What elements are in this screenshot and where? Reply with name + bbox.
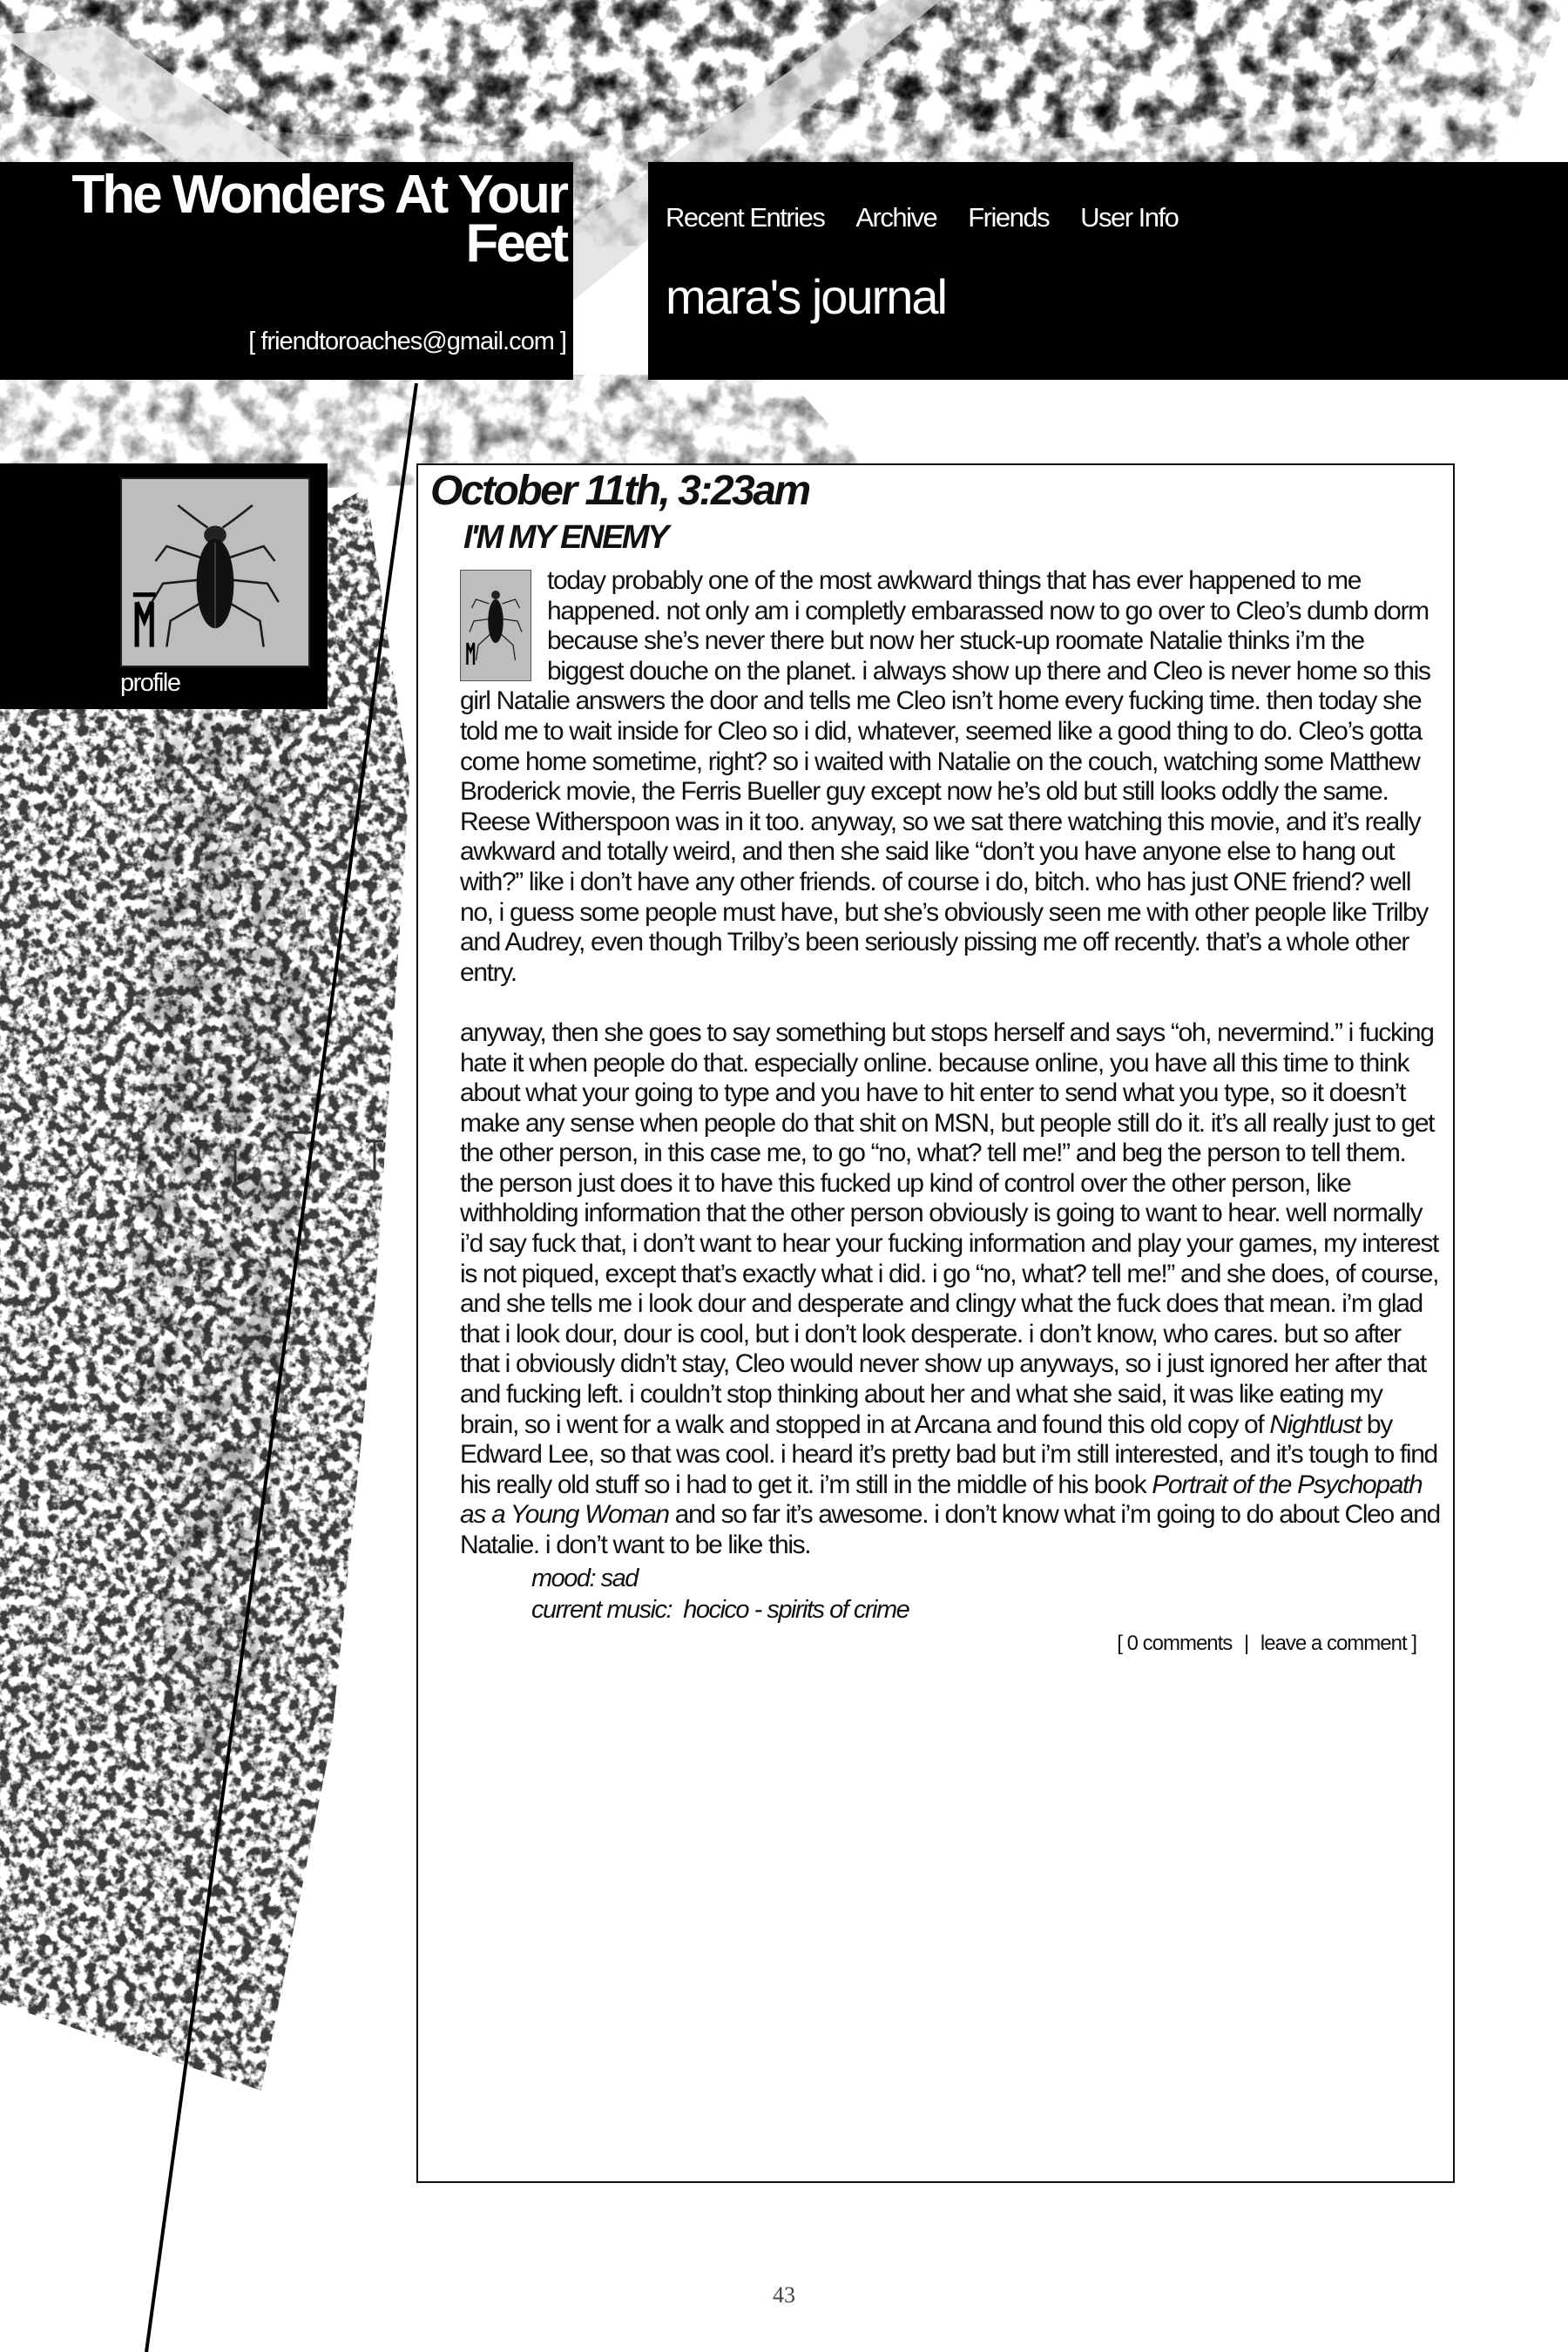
site-email: [ friendtoroaches@gmail.com ] [248, 328, 566, 355]
entry-paragraph-2-text-c: and so far it’s awesome. i don’t know what i’m going to do about Cleo and Natalie. i don’t want to be like this. [460, 1500, 1440, 1559]
journal-nav [666, 202, 1178, 233]
entry-subject: I'M MY ENEMY [463, 519, 667, 556]
entry-music: current music: hocico - spirits of crime [531, 1595, 909, 1624]
nav-friends[interactable]: Friends [968, 202, 1050, 233]
entry-paragraph-1-text: today probably one of the most awkward things that has ever happened to me happened. not only am i completly embarassed now to go over to Cleo’s dumb dorm because she’s never there but now her stuck-up roomate Natalie thinks i’m the biggest douche on the planet. i always show up there and Cleo is never home so this girl Natalie answers the door and tells me Cleo isn’t home every fucking time. then today she told me to wait inside for Cleo so i did, whatever, seemed like a good thing to do. Cleo’s gotta come home sometime, right? so i waited with Natalie on the couch, watching some Matthew Broderick movie, the Ferris Bueller guy except now he’s old but still looks oddly the same. Reese Witherspoon was in it too. anyway, so we sat there watching this movie, and it’s really awkward and totally weird, and then she said like “don’t you have anyone else to hang out with?” like i don’t have any other friends. of course i do, bitch. who has just ONE friend? well no, i guess some people must have, but she’s obviously seen me with other people like Trilby and Audrey, even though Trilby’s been seriously pissing me off recently. that’s a whole other entry. [460, 566, 1430, 987]
site-title: The Wonders At Your Feet [71, 165, 566, 274]
nav-user-info[interactable]: User Info [1080, 202, 1179, 233]
entry-paragraph-2-text-a: anyway, then she goes to say something but stops herself and says “oh, nevermind.” i fucking hate it when people do that. especially online. because online, you have all this time to think about what your going to type and you have to hit enter to send what you type, so it doesn’t make any sense when people do that shit on MSN, but people still do it. it’s all really just to get the other person, in this case me, to go “no, what? tell me!” and beg the person to tell them. the person just does it to have this fucked up kind of control over the other person, like withholding information that the other person obviously is going to want to hear. well normally i’d say fuck that, i don’t want to hear your fucking information and play your games, my interest is not piqued, except that’s exactly what i did. i go “no, what? tell me!” and she does, of course, and she tells me i look dour and desperate and clingy what the fuck does that mean. i’m glad that i look dour, dour is cool, but i don’t look desperate. i don’t know, who cares. but so after that i obviously didn’t stay, Cleo would never show up anyways, so i just ignored her after that and fucking left. i couldn’t stop thinking about her and what she said, it was like eating my brain, so i went for a walk and stopped in at Arcana and found this old copy of [460, 1017, 1439, 1439]
journal-entry [416, 463, 1455, 2183]
leave-comment-link[interactable]: leave a comment [1260, 1631, 1407, 1655]
comments-bracket-close: ] [1411, 1631, 1416, 1655]
nav-recent-entries[interactable]: Recent Entries [666, 202, 825, 233]
cockroach-userpic-icon[interactable] [120, 477, 310, 667]
entry-meta [460, 1563, 1443, 1625]
entry-date: October 11th, 3:23am [430, 468, 809, 514]
profile-link[interactable]: profile [120, 669, 180, 697]
journal-header-block [648, 162, 1568, 380]
book-title-portrait: Portrait of the Psychopath as a Young Woman [460, 1470, 1423, 1530]
entry-userpic-icon [460, 570, 531, 681]
entry-mood: mood: sad [531, 1564, 638, 1592]
journal-name: mara's journal [666, 269, 946, 324]
sidebar [0, 463, 328, 709]
entry-paragraph-2 [460, 1018, 1443, 1561]
site-title-block [0, 162, 573, 380]
comments-separator: | [1243, 1631, 1249, 1655]
comments-count-link[interactable]: 0 comments [1126, 1631, 1233, 1655]
page-number: 43 [773, 2282, 795, 2308]
book-title-nightlust: Nightlust [1269, 1409, 1361, 1439]
entry-body [460, 566, 1443, 1659]
nav-archive[interactable]: Archive [855, 202, 937, 233]
entry-paragraph-1 [460, 566, 1443, 988]
comments-bar [460, 1629, 1443, 1659]
comments-bracket-open: [ [1117, 1631, 1122, 1655]
entry-paragraph-2-text-b: by Edward Lee, so that was cool. i heard it’s pretty bad but i’m still interested, and it’s tough to find his really old stuff so i had to get it. i’m still in the middle of his book [460, 1409, 1437, 1499]
